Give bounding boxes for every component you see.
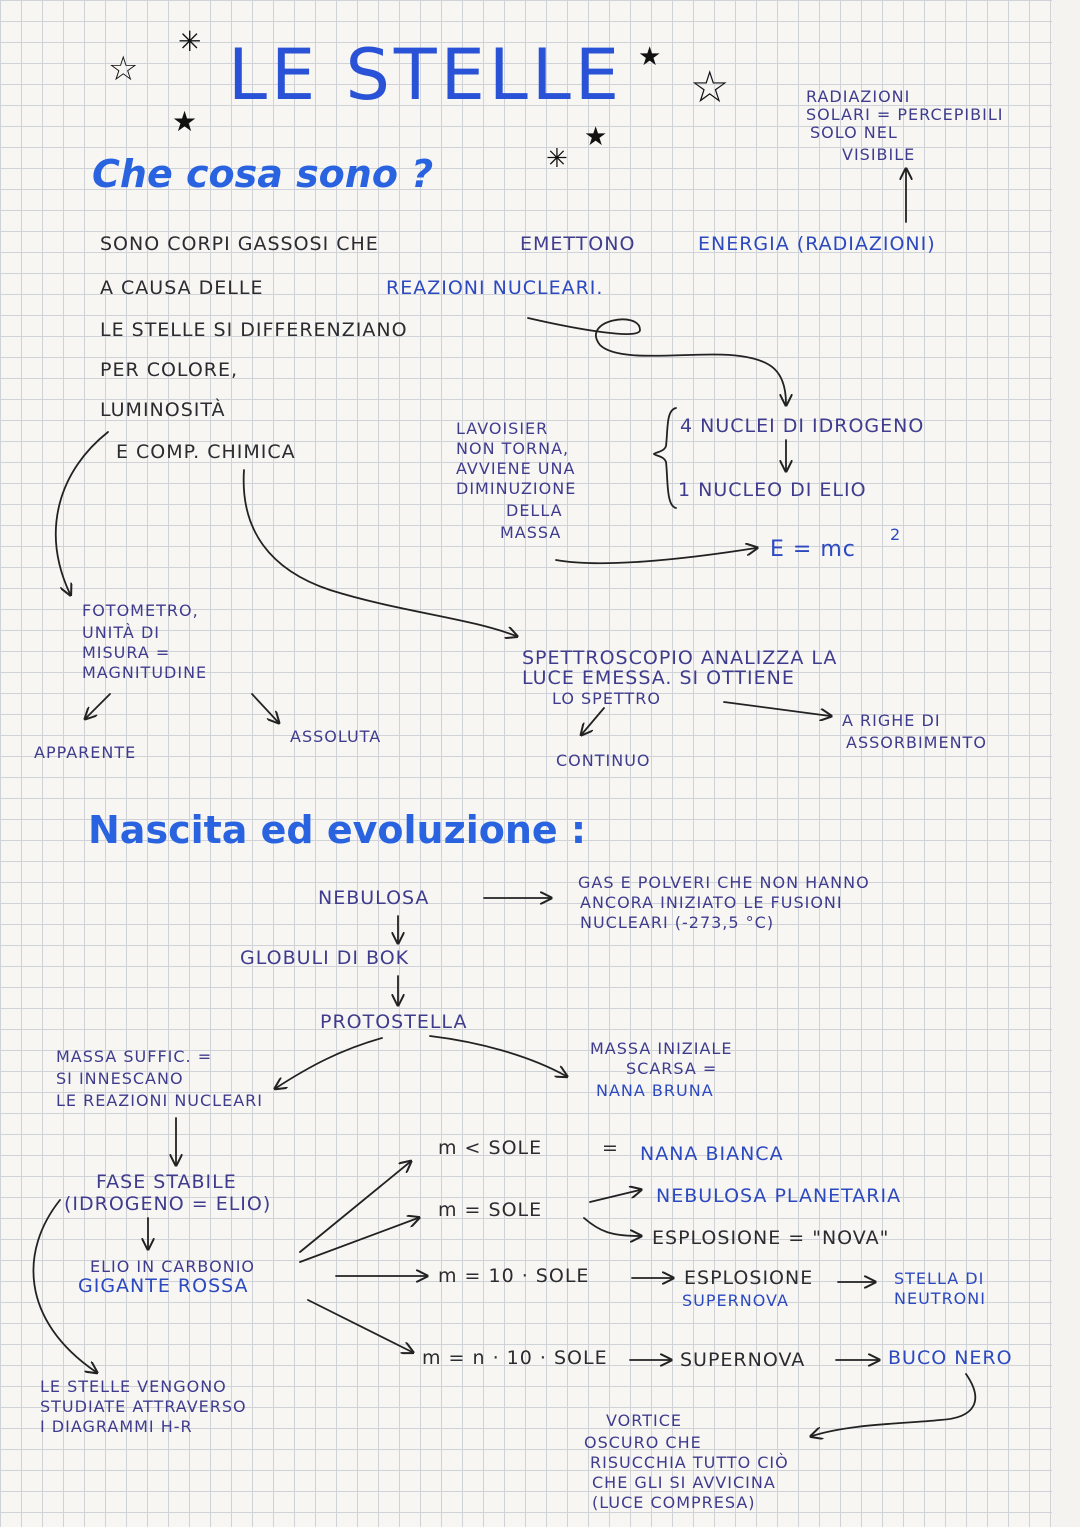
massa-suffic-3: LE REAZIONI NUCLEARI: [56, 1091, 263, 1110]
intro-line-6: E COMP. CHIMICA: [116, 441, 296, 463]
diagrammi-2: STUDIATE ATTRAVERSO: [40, 1397, 247, 1416]
stella-neutroni-2: NEUTRONI: [894, 1289, 986, 1308]
spettro-righe-2: ASSORBIMENTO: [846, 733, 987, 752]
formula-emc: E = mc: [770, 537, 856, 562]
fotometro-2: UNITÀ DI: [82, 623, 160, 642]
nebulosa-desc-2: ANCORA INIZIATO LE FUSIONI: [580, 893, 843, 912]
intro-line-2a: A CAUSA DELLE: [100, 277, 264, 299]
fase-stabile-2: (IDROGENO = ELIO): [64, 1193, 272, 1215]
vortice-3: RISUCCHIA TUTTO CIÒ: [590, 1453, 789, 1472]
note-radiazioni-2: SOLARI = PERCEPIBILI: [806, 105, 1004, 124]
lavoisier-5: DELLA: [506, 501, 563, 520]
massa-10-sole: m = 10 · SOLE: [438, 1265, 590, 1287]
intro-line-5: LUMINOSITÀ: [100, 399, 226, 421]
brace-lavoisier: [654, 408, 676, 508]
lavoisier-3: AVVIENE UNA: [456, 459, 576, 478]
arrow-massa-formula: [556, 548, 756, 563]
arrow-protostella-scarsa: [430, 1036, 566, 1076]
arrow-assoluta: [252, 694, 278, 722]
fase-stabile-1: FASE STABILE: [96, 1171, 237, 1193]
intro-line-1b: EMETTONO: [520, 233, 636, 255]
arrow-fase-diagrammi: [33, 1200, 96, 1372]
arrow-gigante-mn10: [308, 1300, 412, 1352]
massa-suffic-1: MASSA SUFFIC. =: [56, 1047, 213, 1066]
gigante-1: ELIO IN CARBONIO: [90, 1257, 255, 1276]
nebulosa-planetaria: NEBULOSA PLANETARIA: [656, 1185, 902, 1207]
intro-line-2b: REAZIONI NUCLEARI.: [386, 277, 604, 299]
massa-minore-sole: m < SOLE: [438, 1137, 543, 1159]
section-heading-nascita: Nascita ed evoluzione :: [88, 808, 587, 852]
arrow-gigante-meq: [300, 1218, 418, 1262]
vortice-1: VORTICE: [606, 1411, 682, 1430]
gigante-2: GIGANTE ROSSA: [78, 1275, 249, 1297]
arrow-meq-planetaria: [590, 1190, 640, 1202]
nucleo-elio: 1 NUCLEO DI ELIO: [678, 479, 867, 501]
star-filled-icon: ★: [584, 122, 608, 152]
arrow-meq-nova: [584, 1218, 640, 1236]
nebulosa-desc-3: NUCLEARI (-273,5 °C): [580, 913, 775, 932]
nuclei-idrogeno: 4 NUCLEI DI IDROGENO: [680, 415, 925, 437]
lavoisier-6: MASSA: [500, 523, 562, 542]
esplosione-super-2: SUPERNOVA: [682, 1291, 789, 1310]
intro-line-1a: SONO CORPI GASSOSI CHE: [100, 233, 379, 255]
asterisk-star-icon: ✳: [178, 25, 202, 58]
spettro-continuo: CONTINUO: [556, 751, 651, 770]
nebulosa: NEBULOSA: [318, 887, 430, 909]
arrow-apparente: [86, 694, 110, 718]
supernova: SUPERNOVA: [680, 1349, 806, 1371]
section-heading-che-cosa-sono: Che cosa sono ?: [92, 152, 434, 196]
star-filled-icon: ★: [638, 42, 662, 72]
fotometro-3: MISURA =: [82, 643, 171, 662]
lavoisier-1: LAVOISIER: [456, 419, 549, 438]
vortice-4: CHE GLI SI AVVICINA: [592, 1473, 776, 1492]
star-outline-icon: ☆: [108, 49, 139, 89]
note-radiazioni-3: SOLO NEL: [810, 123, 898, 142]
arrow-continuo: [582, 708, 604, 734]
arrow-protostella-suffic: [276, 1038, 382, 1088]
massa-uguale-sole: m = SOLE: [438, 1199, 543, 1221]
magnitudine-apparente: APPARENTE: [34, 743, 137, 762]
note-radiazioni-4: VISIBILE: [842, 145, 916, 164]
intro-line-4: PER COLORE,: [100, 359, 239, 381]
nana-bruna: NANA BRUNA: [596, 1081, 714, 1100]
buco-nero: BUCO NERO: [888, 1347, 1013, 1369]
arrow-reazioni-nuclei: [528, 318, 786, 404]
arrow-luminosita-fotometro: [56, 432, 108, 594]
massa-suffic-2: SI INNESCANO: [56, 1069, 184, 1088]
note-radiazioni-1: RADIAZIONI: [806, 87, 911, 106]
asterisk-star-icon: ✳: [546, 144, 568, 174]
nana-bianca: NANA BIANCA: [640, 1143, 784, 1165]
lavoisier-2: NON TORNA,: [456, 439, 570, 458]
massa-n10-sole: m = n · 10 · SOLE: [422, 1347, 608, 1369]
star-filled-icon: ★: [172, 105, 198, 138]
vortice-2: OSCURO CHE: [584, 1433, 702, 1452]
diagrammi-1: LE STELLE VENGONO: [40, 1377, 227, 1396]
fotometro-4: MAGNITUDINE: [82, 663, 208, 682]
formula-exponent: 2: [890, 525, 902, 544]
lavoisier-4: DIMINUZIONE: [456, 479, 577, 498]
intro-line-1c: ENERGIA (RADIAZIONI): [698, 233, 936, 255]
vortice-5: (LUCE COMPRESA): [592, 1493, 756, 1512]
massa-scarsa-2: SCARSA =: [626, 1059, 718, 1078]
arrow-chimica-spettroscopio: [244, 470, 516, 636]
star-outline-icon: ☆: [690, 62, 730, 113]
spettro-righe-1: A RIGHE DI: [842, 711, 941, 730]
esplosione-super-1: ESPLOSIONE: [684, 1267, 814, 1289]
spettroscopio-3: LO SPETTRO: [552, 689, 661, 708]
arrow-righe: [724, 702, 830, 716]
fotometro-1: FOTOMETRO,: [82, 601, 199, 620]
spettroscopio-2: LUCE EMESSA. SI OTTIENE: [522, 667, 795, 689]
spettroscopio-1: SPETTROSCOPIO ANALIZZA LA: [522, 647, 838, 669]
globuli-bok: GLOBULI DI BOK: [240, 947, 410, 969]
massa-scarsa-1: MASSA INIZIALE: [590, 1039, 733, 1058]
arrow-gigante-mless: [300, 1162, 410, 1252]
esplosione-nova: ESPLOSIONE = "NOVA": [652, 1227, 890, 1249]
magnitudine-assoluta: ASSOLUTA: [290, 727, 382, 746]
intro-line-3: LE STELLE SI DIFFERENZIANO: [100, 319, 408, 341]
diagrammi-3: I DIAGRAMMI H-R: [40, 1417, 193, 1436]
arrow-buconero-vortice: [812, 1374, 975, 1436]
nebulosa-desc-1: GAS E POLVERI CHE NON HANNO: [578, 873, 870, 892]
page-title: LE STELLE: [228, 34, 624, 116]
stella-neutroni-1: STELLA DI: [894, 1269, 985, 1288]
protostella: PROTOSTELLA: [320, 1011, 468, 1033]
equals-sign: =: [602, 1137, 619, 1159]
